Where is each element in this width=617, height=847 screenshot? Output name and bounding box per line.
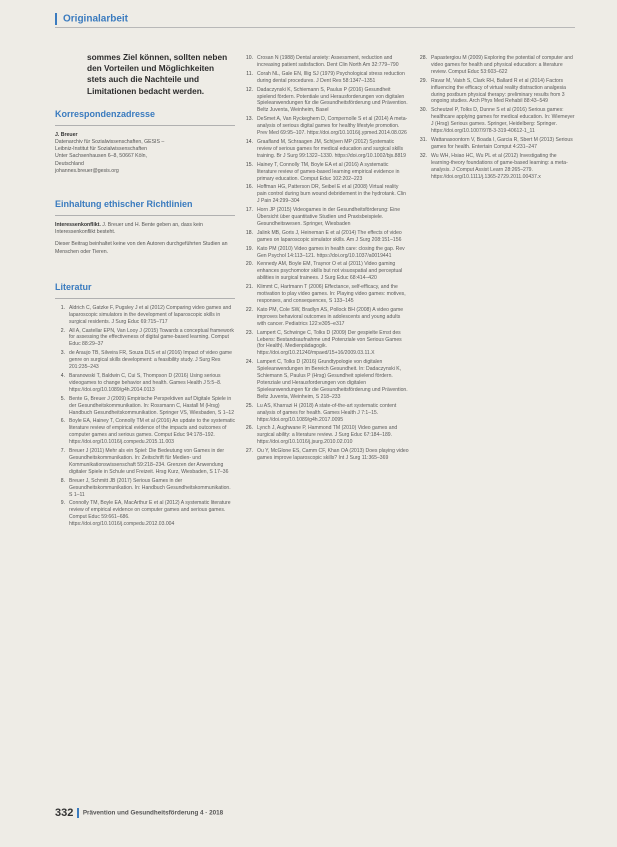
reference-number: 15. (245, 161, 253, 168)
reference-list-col2 (243, 55, 409, 462)
reference-text: Breuer J, Schmitt JB (2017) Serious Games in der Gesundheitskommunikation. In: Handbuch Gesundheitskommunikation. S 1–11 (69, 477, 231, 498)
reference-text: Wattanasoontorn V, Boada I, Garcia R, Sbert M (2013) Serious games for health. Entertain Comput 4:231–247 (431, 136, 573, 150)
reference-item (243, 425, 409, 446)
reference-text: Kato PM, Cole SW, Bradlyn AS, Pollock BH (2008) A video game improves behavioral outcomes in adolescents and young adults with cancer. Pediatrics 122:e305–e317 (257, 306, 404, 327)
reference-number: 5. (60, 395, 65, 402)
reference-number: 30. (419, 107, 427, 114)
reference-number: 16. (245, 184, 253, 191)
reference-number: 9. (60, 500, 65, 507)
reference-item (243, 116, 409, 137)
reference-item (243, 359, 409, 400)
reference-text: Aldrich C, Gatzke F, Pugsley J et al (2012) Comparing video games and laparoscopic simulators in the development of laparoscopic skills in surgical residents. J Surg Educ 69:715–717 (69, 304, 232, 325)
reference-item (243, 307, 409, 328)
reference-number: 12. (245, 86, 253, 93)
reference-text: Ou Y, McGlone ES, Camm CF, Khan OA (2013) Does playing video games improve laparoscopic skills? Int J Surg 11:365–369 (257, 448, 409, 462)
reference-item (55, 478, 235, 499)
reference-item (55, 350, 235, 371)
section-rule (55, 298, 235, 299)
reference-text: Baranowski T, Baldwin C, Cui S, Thompson D (2016) Using serious videogames to change behavior and health. Games Health J 5:5–8. https://doi.org/10.1089/g4h.2014.0113 (69, 373, 222, 393)
reference-number: 27. (245, 448, 253, 455)
address-email: johannes.breuer@gesis.org (55, 167, 119, 174)
reference-text: Crosan N (1988) Dental anxiety: Assessment, reduction and increasing patient satisfaction. Dent Clin North Am 32:779–790 (257, 55, 399, 68)
reference-text: de Araujo TB, Silveira FR, Souza DLS et al (2016) Impact of video game genre on surgical skills development: a feasibility study. J Surg Res 201:235–243 (69, 350, 232, 371)
reference-text: Bente G, Breuer J (2009) Empirische Perspektiven auf Digitale Spiele in der Gesundheitskommunikation. In: Rossmann C, Hastall M (Hrsg) Handbuch Gesundheitskommunikation. Springer VS, Wiesbaden, S 1–12 (69, 395, 235, 416)
address-name: J. Breuer (55, 131, 78, 138)
reference-number: 25. (245, 402, 253, 409)
reference-text: Boyle EA, Hainey T, Connolly TM et al (2016) An update to the systematic literature review of empirical evidence of the impacts and outcomes of computer games and serious games. Comput Educ 94:178–192. https://doi.org/10.1016/j.compedu.2015.11.003 (69, 418, 236, 446)
reference-text: Kato PM (2010) Video games in health care: closing the gap. Rev Gen Psychol 14:113–121. https://doi.org/10.1037/a0019441 (257, 245, 405, 259)
section-rule (55, 215, 235, 216)
interessenkonflikt-text (55, 222, 235, 236)
reference-number: 29. (419, 77, 427, 84)
reference-item (55, 418, 235, 446)
reference-item (55, 373, 235, 394)
ethik-statement: Dieser Beitrag beinhaltet keine von den Autoren durchgeführten Studien an Menschen oder Tieren. (55, 241, 228, 255)
reference-text: Breuer J (2011) Mehr als ein Spiel: Die Bedeutung von Games in der Gesundheitskommunikation. In: Zeitschrift für Medien- und Kommunikationswissenschaft 59:218–234. Grenzen der Anwendung digitaler Spiele in Schule und Freizeit. Hrsg Kurz, Wiesbaden, S 17–36 (69, 448, 229, 475)
reference-item (55, 305, 235, 326)
reference-list-col1 (55, 305, 235, 528)
reference-item (417, 137, 577, 151)
reference-text: Hainey T, Connolly TM, Boyle EA et al (2016) A systematic literature review of games-based learning empirical evidence in primary education. Comput Educ 102:202–223 (257, 161, 400, 182)
reference-text: Hoffman HG, Patterson DR, Seibel E et al (2008) Virtual reality pain control during burn wound debridement in the hydrotank. Clin J Pain 24:299–304 (257, 184, 406, 205)
reference-number: 6. (60, 418, 65, 425)
reference-number: 8. (60, 477, 65, 484)
reference-number: 32. (419, 152, 427, 159)
reference-text: Lampert C, Tolks D (2016) Grundtypologie von digitalen Spieleanwendungen im Bereich Gesundheit. In: Dadaczynski K, Schiemann S, Paulus P (Hrsg) Gesundheit spielend fördern. Potenziale und Herausforderungen von digitalen Spieleanwendungen für die Gesundheitsförderung und Prävention. Beltz Juventa, Weinheim, S 218–233 (257, 359, 408, 400)
reference-item (417, 153, 577, 181)
address-line: Deutschland (55, 160, 84, 167)
reference-item (55, 328, 235, 349)
reference-number: 21. (245, 284, 253, 291)
reference-number: 4. (60, 373, 65, 379)
reference-item (243, 284, 409, 305)
reference-number: 10. (245, 55, 253, 61)
column-1 (55, 52, 235, 530)
reference-text: Graafland M, Schraagen JM, Schijven MP (2012) Systematic review of serious games for medical education and surgical skills training. Br J Surg 99:1322–1330. https://doi.org/10.1002/bjs.8819 (257, 138, 406, 159)
reference-item (417, 78, 577, 106)
reference-number: 18. (245, 229, 253, 236)
section-rule (55, 125, 235, 126)
reference-number: 3. (60, 350, 65, 357)
reference-text: Wu WH, Hsiao HC, Wu PL et al (2012) Investigating the learning-theory foundations of game-based learning: a meta-analysis. J Comput Assist Learn 28:265–279. https://doi.org/10.1111/j.1365-2729.2011.00437.x (431, 152, 568, 180)
reference-text: Lu AS, Kharrazi H (2018) A state-of-the-art systematic content analysis of games for health. Games Health J 7:1–15. https://doi.org/10.1089/g4h.2017.0095 (257, 402, 397, 423)
reference-number: 2. (60, 327, 65, 334)
header-accent-bar (55, 13, 57, 25)
reference-number: 11. (246, 70, 253, 77)
reference-text: Connolly TM, Boyle EA, MacArthur E et al (2012) A systematic literature review of empirical evidence on computer games and serious games. Comput Educ 59:661–686. https://doi.org/10.1016/j.compedu.2012.03.004 (69, 500, 231, 528)
reference-number: 22. (245, 306, 253, 313)
reference-item (243, 71, 409, 85)
reference-text: Jalink MB, Goris J, Heineman E et al (2014) The effects of video games on laparoscopic simulator skills. Am J Surg 208:151–156 (257, 229, 402, 243)
reference-list-col3 (417, 55, 577, 180)
intro-text: sommes Ziel können, sollten neben den Vorteilen und Möglichkeiten stets auch die Nachteile und Limitationen bedacht werden. (87, 52, 228, 96)
reference-number: 28. (419, 55, 427, 61)
reference-number: 20. (245, 261, 253, 268)
reference-number: 7. (60, 448, 65, 455)
reference-item (55, 500, 235, 528)
reference-text: Lampert C, Schwinge C, Tolks D (2009) Der gespielte Ernst des Lebens: Bestandsaufnahme und Potenziale von Serious Games (for Health). Medienpädagogik. https://doi.org/10.21240/mpaed/15+16/2009.03.11.X (257, 329, 402, 357)
reference-text: Scheutzel P, Tolks D, Dunne S et al (2016) Serious games: healthcare applying games for medical education. In: Wiemeyer J (Hrsg) Serious games. Springer, Heidelberg: Springer. https://doi.org/10.1007/978-3-319-40612-1_11 (431, 107, 575, 135)
reference-text: DeSmet A, Van Ryckeghem D, Compernolle S et al (2014) A meta-analysis of serious digital games for healthy lifestyle promotion. Prev Med 69:95–107. https://doi.org/10.1016/j.ypmed.2014.08.026 (257, 116, 408, 137)
reference-item (417, 107, 577, 135)
reference-text: Papastergiou M (2009) Exploring the potential of computer and video games for health and physical education: a literature review. Comput Educ 53:603–622 (431, 55, 573, 75)
reference-item (243, 184, 409, 205)
reference-number: 19. (245, 245, 253, 252)
reference-item (243, 55, 409, 69)
column-2 (243, 55, 409, 464)
journal-name: Prävention und Gesundheitsförderung 4 · 2018 (82, 809, 224, 817)
reference-number: 17. (245, 207, 253, 214)
reference-text: Horn JP (2015) Videogames in der Gesundheitsförderung: Eine Übersicht über quantitative Studien und Praxisbeispiele. Gesundheitswesen. Springer, Wiesbaden (257, 207, 401, 227)
interessenkonflikt-body: J. Breuer und H. Bente geben an, dass kein Interessenkonflikt besteht. (55, 222, 203, 236)
page-header (55, 10, 575, 28)
reference-number: 14. (245, 138, 253, 145)
reference-number: 24. (245, 359, 253, 366)
reference-number: 13. (245, 116, 253, 123)
reference-item (243, 403, 409, 424)
header-rule (55, 27, 575, 28)
reference-item (55, 448, 235, 476)
reference-item (417, 55, 577, 76)
reference-number: 26. (245, 425, 253, 432)
korrespondenz-address (55, 132, 235, 175)
ethik-title: Einhaltung ethischer Richtlinien (55, 199, 193, 210)
address-line: Leibniz-Institut für Sozialwissenschaften (55, 146, 147, 153)
reference-item (243, 230, 409, 244)
reference-item (243, 162, 409, 183)
reference-item (55, 396, 235, 417)
reference-text: Dadaczynski K, Schiemann S, Paulus P (2016) Gesundheit spielend fördern. Potentiale und Herausforderungen von digitalen Spieleanwendungen für die Gesundheitsförderung und Prävention. Beltz Juventa, Weinheim, Basel (257, 86, 408, 114)
page-number: 332 (55, 806, 74, 819)
reference-item (243, 261, 409, 282)
literatur-title: Literatur (55, 281, 92, 292)
address-line: Unter Sachsenhausen 6–8, 50667 Köln, (55, 153, 148, 160)
reference-text: Corah NL, Gale EN, Illig SJ (1979) Psychological stress reduction during dental procedures. J Dent Res 58:1347–1351 (257, 70, 405, 84)
reference-item (243, 246, 409, 260)
reference-text: Lynch J, Aughwane P, Hammond TM (2010) Video games and surgical ability: a literature review. J Surg Educ 67:184–189. https://doi.org/10.1016/j.jsurg.2010.02.010 (257, 425, 398, 446)
section-label: Originalarbeit (63, 13, 129, 25)
reference-number: 23. (245, 329, 253, 336)
column-3 (417, 55, 577, 182)
reference-item (243, 330, 409, 358)
reference-text: Kennedy AM, Boyle EM, Traynor O et al (2011) Video gaming enhances psychomotor skills but not visuospatial and perceptual abilities in surgical trainees. J Surg Educ 68:414–420 (257, 261, 403, 282)
reference-text: All A, Castellar EPN, Van Looy J (2015) Towards a conceptual framework for assessing the effectiveness of digital game-based learning. Comput Educ 88:29–37 (69, 327, 234, 348)
reference-item (243, 448, 409, 462)
reference-item (243, 87, 409, 115)
page-footer (55, 804, 223, 822)
reference-item (243, 207, 409, 228)
footer-accent-bar (77, 808, 79, 818)
reference-item (243, 139, 409, 160)
reference-text: Ravar M, Vaish S, Clark RH, Ballard R et al (2014) Factors influencing the efficacy of virtual reality distraction analgesia during postburn physical therapy: preliminary results from 3 ongoing studies. Arch Phys Med Rehabil 88:43–549 (431, 77, 566, 105)
korrespondenz-title: Korrespondenzadresse (55, 108, 156, 119)
reference-number: 1. (60, 304, 65, 311)
interessenkonflikt-label: Interessenkonflikt. (55, 222, 101, 229)
reference-text: Klimmt C, Hartmann T (2006) Effectance, self-efficacy, and the motivation to play video games. In: Playing video games: motives, responses, and consequences, S 133–145 (257, 284, 406, 304)
address-line: Datenarchiv für Sozialwissenschaften, GESIS – (55, 139, 165, 146)
reference-number: 31. (419, 136, 427, 143)
